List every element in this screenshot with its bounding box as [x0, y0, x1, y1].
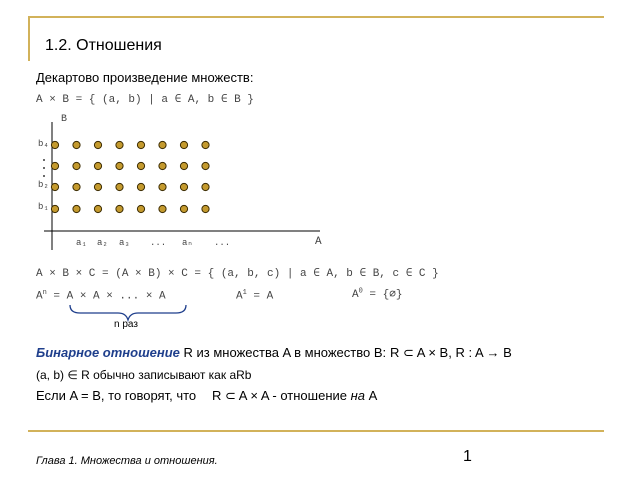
x-tick-label: ...: [214, 238, 231, 248]
power-n-lhs: A: [36, 290, 43, 303]
bottom-rule: [28, 430, 604, 432]
power-0-rhs: = {∅}: [369, 289, 403, 301]
x-tick-label: a₁: [76, 238, 87, 248]
power-n-rhs: = A × A × ... × A: [53, 290, 166, 303]
relation-on-a-suffix-b: A: [365, 388, 378, 403]
power-n-sup: n: [42, 289, 47, 297]
x-tick-label: a₂: [97, 238, 108, 248]
y-tick-b2: b₂: [38, 180, 49, 190]
page-number: 1: [463, 448, 472, 465]
section-subtitle: Декартово произведение множеств:: [36, 70, 254, 85]
footer-chapter: Глава 1. Множества и отношения.: [36, 455, 218, 467]
triple-product-formula: A × B × C = (A × B) × C = { (a, b, c) | a ∈ A, b ∈ B, c ∈ C }: [36, 268, 439, 280]
relation-on-a-line: [36, 388, 196, 403]
x-axis-label: A: [315, 236, 322, 248]
relation-on-a-rel: R ⊂ A × A: [212, 388, 269, 403]
power-1-lhs: A: [236, 290, 243, 303]
x-tick-label: ...: [150, 238, 167, 248]
relation-on-a-suffix-a: - отношение: [268, 388, 351, 403]
relation-on-a-prefix: Если A = B, то говорят, что: [36, 388, 197, 403]
power-1-rhs: = A: [253, 290, 274, 303]
x-tick-label: aₙ: [182, 238, 193, 248]
relation-on-a-suffix-italic: на: [350, 388, 365, 403]
power-0-lhs: A: [352, 289, 359, 301]
binary-relation-term: Бинарное отношение: [36, 345, 180, 360]
brace-label: n раз: [114, 319, 138, 330]
cartesian-definition: A × B = { (a, b) | a ∈ A, b ∈ B }: [36, 94, 254, 106]
relation-on-a-expression: [212, 388, 377, 404]
underbrace-path: [70, 305, 186, 320]
y-axis-label: B: [61, 114, 68, 125]
arb-notation-line: (a, b) ∈ R обычно записывают как aRb: [36, 368, 252, 382]
y-tick-b4: b₄: [38, 139, 49, 149]
y-tick-b1: b₁: [38, 202, 49, 212]
binary-relation-notation: R ⊂ A × B, R : A → B: [390, 345, 512, 360]
binary-relation-text: R из множества A в множество B:: [179, 345, 387, 360]
slide-title: 1.2. Отношения: [45, 37, 162, 54]
x-tick-label: a₃: [119, 238, 130, 248]
power-1-sup: 1: [242, 289, 247, 297]
binary-relation-definition: [36, 345, 386, 360]
power-0-sup: 0: [358, 287, 363, 296]
